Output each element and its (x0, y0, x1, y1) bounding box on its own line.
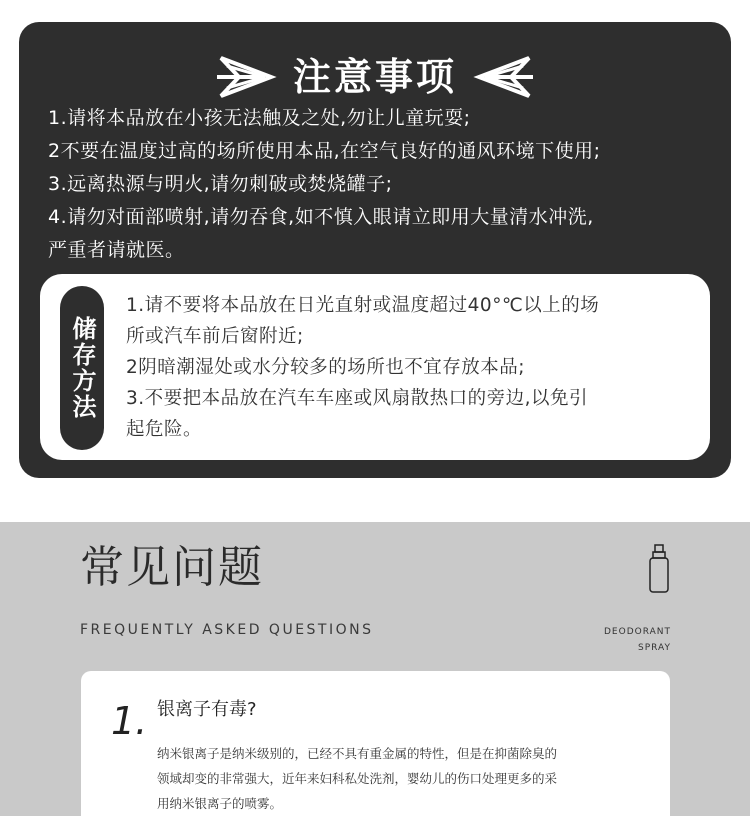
storage-label-pill (60, 286, 104, 450)
spray-bottle-icon (647, 544, 671, 594)
notice-item: 2不要在温度过高的场所使用本品,在空气良好的通风环境下使用; (48, 140, 601, 162)
storage-item: 3.不要把本品放在汽车车座或风扇散热口的旁边,以免引 (126, 388, 589, 409)
right-wing-icon (471, 54, 533, 100)
notice-card (19, 22, 731, 478)
faq-number: 1. (111, 699, 148, 743)
product-label (604, 624, 671, 656)
faq-card (81, 671, 670, 816)
storage-label: 储存方法 (68, 316, 96, 420)
faq-answer (157, 741, 647, 816)
notice-list (48, 102, 723, 267)
faq-answer-line: 纳米银离子是纳米级别的，已经不具有重金属的特性，但是在抑菌除臭的 (157, 746, 558, 761)
storage-item: 1.请不要将本品放在日光直射或温度超过40°℃以上的场 (126, 295, 600, 316)
storage-box (40, 274, 710, 460)
faq-title: 常见问题 (80, 542, 264, 593)
faq-subtitle: FREQUENTLY ASKED QUESTIONS (80, 622, 374, 638)
notice-item: 4.请勿对面部喷射,请勿吞食,如不慎入眼请立即用大量清水冲洗, (48, 206, 594, 228)
notice-item: 严重者请就医。 (48, 239, 185, 261)
product-label-line2: SPRAY (638, 643, 671, 653)
faq-answer-line: 领域却变的非常强大，近年来妇科私处洗剂，婴幼儿的伤口处理更多的采 (157, 771, 558, 786)
faq-question: 银离子有毒? (157, 699, 257, 720)
notice-header (19, 52, 731, 102)
storage-list (126, 290, 696, 445)
product-label-line1: DEODORANT (604, 627, 671, 637)
notice-title: 注意事项 (292, 55, 457, 99)
storage-item: 2阴暗潮湿处或水分较多的场所也不宜存放本品; (126, 357, 526, 378)
notice-item: 1.请将本品放在小孩无法触及之处,勿让儿童玩耍; (48, 107, 471, 129)
left-wing-icon (217, 54, 279, 100)
faq-answer-line: 用纳米银离子的喷雾。 (157, 796, 283, 811)
notice-item: 3.远离热源与明火,请勿刺破或焚烧罐子; (48, 173, 393, 195)
storage-item: 起危险。 (126, 419, 203, 440)
faq-section (0, 522, 750, 816)
storage-item: 所或汽车前后窗附近; (126, 326, 304, 347)
